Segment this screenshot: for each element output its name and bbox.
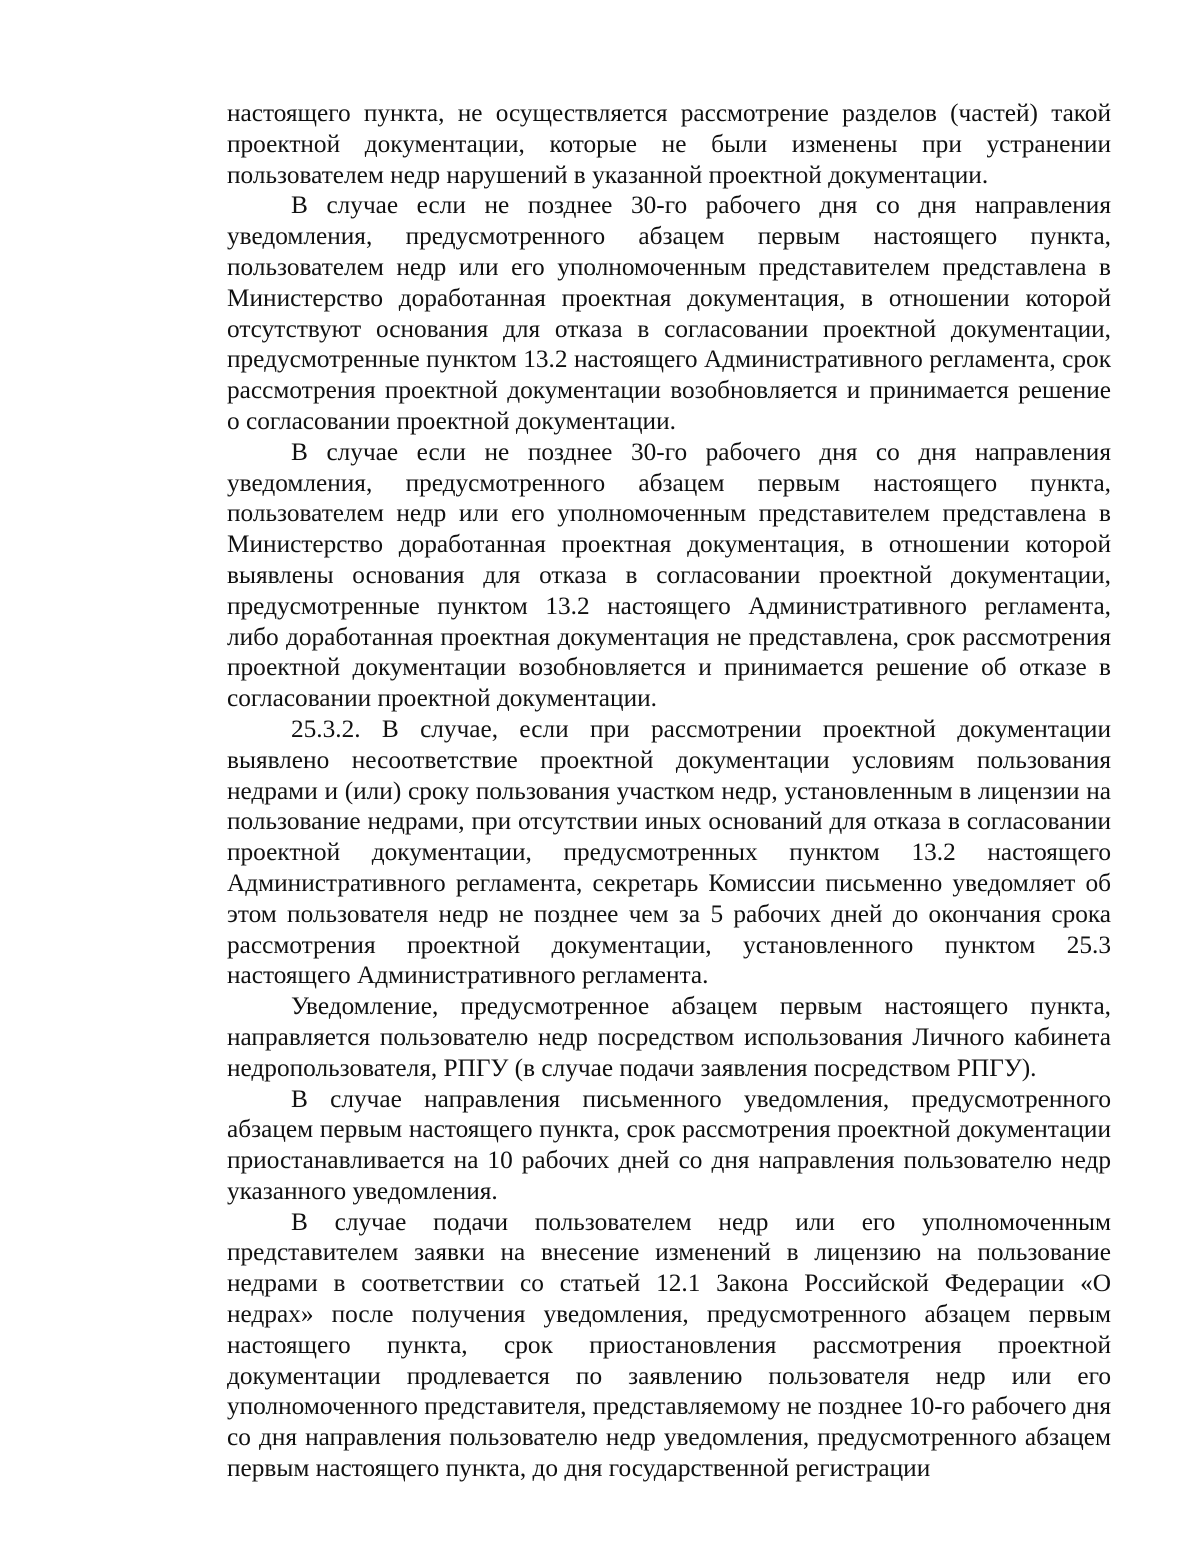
paragraph-clause-25-3-2: 25.3.2. В случае, если при рассмотрении проектной документации выявлено несоответствие проектной документации условиям пользования недрами и (или) сроку пользования участком недр, установленным в лицензии на пользование недрами, при отсутствии иных оснований для отказа в согласовании проектной документации, предусмотренных пунктом 13.2 настоящего Административного регламента, секретарь Комиссии письменно уведомляет об этом пользователя недр не позднее чем за 5 рабочих дней до окончания срока рассмотрения проектной документации, установленного пунктом 25.3 настоящего Административного регламента.: [227, 714, 1111, 990]
paragraph-license-amendment: В случае подачи пользователем недр или его уполномоченным представителем заявки на внесение изменений в лицензию на пользование недрами в соответствии со статьей 12.1 Закона Российской Федерации «О недрах» после получения уведомления, предусмотренного абзацем первым настоящего пункта, срок приостановления рассмотрения проектной документации продлевается по заявлению пользователя недр или его уполномоченного представителя, представляемому не позднее 10-го рабочего дня со дня направления пользователю недр уведомления, предусмотренного абзацем первым настоящего пункта, до дня государственной регистрации: [227, 1207, 1111, 1483]
paragraph-resumption-refusal: В случае если не позднее 30-го рабочего дня со дня направления уведомления, предусмотренного абзацем первым настоящего пункта, пользователем недр или его уполномоченным представителем представлена в Министерство доработанная проектная документация, в отношении которой выявлены основания для отказа в согласовании проектной документации, предусмотренные пунктом 13.2 настоящего Административного регламента, либо доработанная проектная документация не представлена, срок рассмотрения проектной документации возобновляется и принимается решение об отказе в согласовании проектной документации.: [227, 437, 1111, 713]
paragraph-suspension-term: В случае направления письменного уведомления, предусмотренного абзацем первым настоящего пункта, срок рассмотрения проектной документации приостанавливается на 10 рабочих дней со дня направления пользователю недр указанного уведомления.: [227, 1084, 1111, 1205]
paragraph-resumption-approval: В случае если не позднее 30-го рабочего дня со дня направления уведомления, предусмотренного абзацем первым настоящего пункта, пользователем недр или его уполномоченным представителем представлена в Министерство доработанная проектная документация, в отношении которой отсутствуют основания для отказа в согласовании проектной документации, предусмотренные пунктом 13.2 настоящего Административного регламента, срок рассмотрения проектной документации возобновляется и принимается решение о согласовании проектной документации.: [227, 191, 1111, 435]
paragraph-notification-delivery: Уведомление, предусмотренное абзацем первым настоящего пункта, направляется пользователю недр посредством использования Личного кабинета недропользователя, РПГУ (в случае подачи заявления посредством РПГУ).: [227, 992, 1111, 1082]
paragraph-continuation: настоящего пункта, не осуществляется рассмотрение разделов (частей) такой проектной документации, которые не были изменены при устранении пользователем недр нарушений в указанной проектной документации.: [227, 99, 1111, 189]
document-body: [227, 98, 1111, 1484]
